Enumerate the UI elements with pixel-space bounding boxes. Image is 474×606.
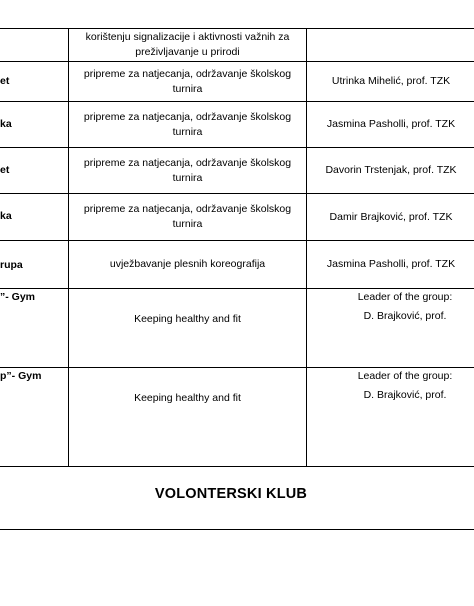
activity-name: et xyxy=(0,75,10,87)
activity-name: et xyxy=(0,164,10,176)
table-rule xyxy=(0,367,474,368)
activity-cell xyxy=(69,102,306,147)
activity-line: turnira xyxy=(172,125,203,138)
table-rule xyxy=(0,466,474,467)
leader-cell xyxy=(335,290,474,324)
section-heading: VOLONTERSKI KLUB xyxy=(154,486,308,502)
leader-line: Damir Brajković, prof. TZK xyxy=(329,210,453,223)
leader-line: Jasmina Pasholli, prof. TZK xyxy=(326,118,456,130)
table-rule xyxy=(0,288,474,289)
activity-cell xyxy=(69,390,306,406)
activity-name: ”- Gym xyxy=(0,291,36,303)
activity-line: Keeping healthy and fit xyxy=(134,391,241,404)
leader-line: Leader of the group: xyxy=(357,370,453,382)
activity-name: p”- Gym xyxy=(0,370,42,382)
activity-line: pripreme za natjecanja, održavanje školskog xyxy=(83,203,292,215)
activity-cell xyxy=(69,194,306,240)
activity-cell xyxy=(69,311,306,327)
leader-line: Leader of the group: xyxy=(357,291,453,303)
activity-line: turnira xyxy=(172,82,203,95)
leader-cell xyxy=(307,102,474,147)
activity-line: Keeping healthy and fit xyxy=(134,312,241,325)
activity-line: pripreme za natjecanja, održavanje školskog xyxy=(83,67,292,80)
leader-cell xyxy=(307,62,474,101)
activity-line: turnira xyxy=(172,218,203,230)
activity-name: ka xyxy=(0,210,12,222)
leader-line: Utrinka Mihelić, prof. TZK xyxy=(331,75,451,87)
leader-line: D. Brajković, prof. xyxy=(363,310,447,322)
activity-cell xyxy=(69,148,306,193)
leader-cell xyxy=(307,148,474,193)
activity-line: pripreme za natjecanja, održavanje školskog xyxy=(83,156,292,169)
activity-line: preživljavanje u prirodi xyxy=(135,46,240,58)
leader-cell xyxy=(307,241,474,288)
activity-cell xyxy=(69,29,306,61)
footer-rule xyxy=(0,529,474,530)
activity-line: pripreme za natjecanja, održavanje školskog xyxy=(83,110,292,123)
leader-line: Jasmina Pasholli, prof. TZK xyxy=(326,258,456,270)
activity-cell xyxy=(69,241,306,288)
leader-cell xyxy=(335,369,474,403)
activity-line: turnira xyxy=(172,171,203,184)
leader-cell xyxy=(307,194,474,240)
leader-line: Davorin Trstenjak, prof. TZK xyxy=(325,164,457,176)
activity-name: ka xyxy=(0,118,12,130)
activity-cell xyxy=(69,62,306,101)
activity-line: korištenju signalizacije i aktivnosti važnih za xyxy=(85,31,290,43)
activity-name: rupa xyxy=(0,259,23,271)
activity-line: uvježbavanje plesnih koreografija xyxy=(109,258,266,270)
leader-line: D. Brajković, prof. xyxy=(363,389,447,401)
